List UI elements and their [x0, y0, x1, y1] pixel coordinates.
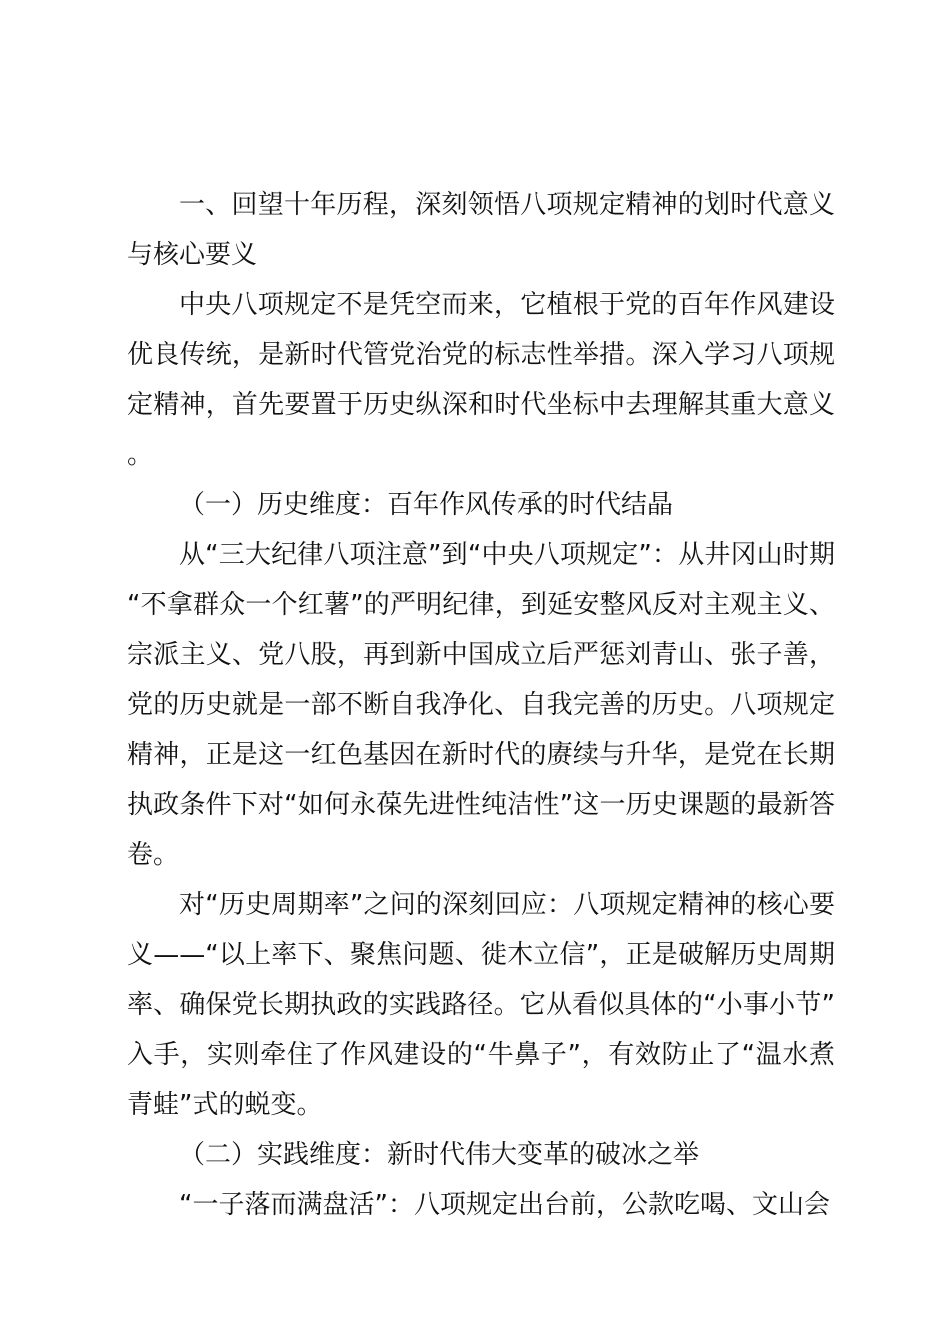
document-body: [127, 180, 835, 1230]
subsection-heading-1: （一）历史维度：百年作风传承的时代结晶: [179, 490, 674, 520]
section-heading-1: 一、回望十年历程，深刻领悟八项规定精神的划时代意义与核心要义: [127, 190, 835, 270]
body-paragraph: 对“历史周期率”之问的深刻回应：八项规定精神的核心要义——“以上率下、聚焦问题、徙木立信”，正是破解历史周期率、确保党长期执政的实践路径。它从看似具体的“小事小节”入手，实则牵住了作风建设的“牛鼻子”，有效防止了“温水煮青蛙”式的蜕变。: [127, 890, 835, 1120]
body-paragraph: 中央八项规定不是凭空而来，它植根于党的百年作风建设优良传统，是新时代管党治党的标志性举措。深入学习八项规定精神，首先要置于历史纵深和时代坐标中去理解其重大意义。: [127, 290, 835, 470]
body-paragraph: 从“三大纪律八项注意”到“中央八项规定”：从井冈山时期“不拿群众一个红薯”的严明纪律，到延安整风反对主观主义、宗派主义、党八股，再到新中国成立后严惩刘青山、张子善，党的历史就是一部不断自我净化、自我完善的历史。八项规定精神，正是这一红色基因在新时代的赓续与升华，是党在长期执政条件下对“如何永葆先进性纯洁性”这一历史课题的最新答卷。: [127, 540, 835, 870]
subsection-heading-2: （二）实践维度：新时代伟大变革的破冰之举: [179, 1140, 700, 1170]
body-paragraph: “一子落而满盘活”：八项规定出台前，公款吃喝、文山会: [179, 1190, 830, 1220]
